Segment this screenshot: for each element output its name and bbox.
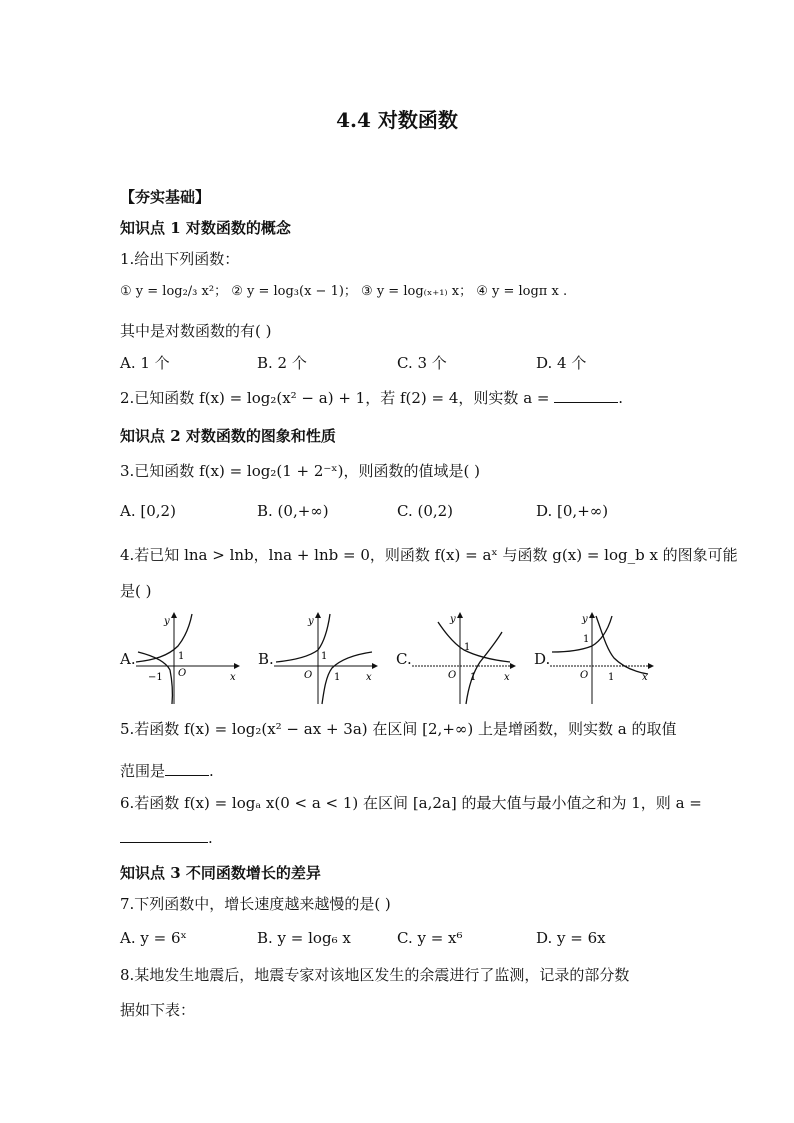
q7-option-c: C. y = x⁶ (397, 929, 463, 947)
q7-option-b: B. y = log₆ x (257, 929, 351, 947)
graph-c-one-y: 1 (464, 642, 471, 653)
q6-line1: 6.若函数 f(x) = logₐ x(0 < a < 1) 在区间 [a,2a] 的最大值与最小值之和为 1，则 a = (120, 794, 702, 812)
knowledge-point-2: 知识点 2 对数函数的图象和性质 (120, 427, 336, 445)
graph-a-neg-one: −1 (148, 672, 163, 683)
q1-ask: 其中是对数函数的有( ) (120, 322, 272, 340)
q4-graph-a (134, 610, 240, 706)
q4-line2: 是( ) (120, 582, 152, 600)
q2-answer-blank (554, 388, 618, 403)
section-heading: 【夯实基础】 (120, 188, 211, 206)
q5-end: . (209, 762, 214, 780)
knowledge-point-3: 知识点 3 不同函数增长的差异 (120, 864, 321, 882)
q4-option-a: A. (120, 650, 136, 668)
page-title: 4.4 对数函数 (336, 108, 458, 132)
graph-d-one-y: 1 (583, 634, 590, 645)
graph-c-y: y (450, 614, 456, 625)
q1-option-d: D. 4 个 (536, 354, 587, 372)
q7-option-d: D. y = 6x (536, 929, 606, 947)
q2-text (120, 387, 623, 408)
q4-option-b: B. (258, 650, 274, 668)
graph-a-x: x (230, 672, 236, 683)
graph-b-one-x: 1 (334, 672, 341, 683)
q8-line2: 据如下表： (120, 1001, 196, 1019)
q6-end: . (208, 829, 213, 847)
graph-d-one-x: 1 (608, 672, 615, 683)
q1-option-b: B. 2 个 (257, 354, 307, 372)
q2-end: . (618, 389, 624, 407)
graph-c-x: x (504, 672, 510, 683)
graph-b-one-y: 1 (321, 651, 328, 662)
q3-option-d: D. [0,+∞) (536, 502, 609, 520)
q4-graph-d (548, 610, 654, 706)
q6-line2 (120, 828, 213, 847)
q4-option-d: D. (534, 650, 551, 668)
q1-items: ① y = log₂/₃ x²； ② y = log₃(x − 1)； ③ y = log₍ₓ₊₁₎ x； ④ y = logπ x . (120, 284, 568, 299)
q5-answer-blank (165, 761, 209, 776)
q8-line1: 8.某地发生地震后，地震专家对该地区发生的余震进行了监测，记录的部分数 (120, 966, 630, 984)
graph-b-x: x (366, 672, 372, 683)
q3-option-a: A. [0,2) (120, 502, 176, 520)
q3-option-c: C. (0,2) (397, 502, 454, 520)
q5-line2 (120, 760, 214, 781)
q1-stem: 1.给出下列函数： (120, 250, 240, 268)
graph-a-origin: O (178, 668, 187, 679)
q5-line2-text: 范围是 (120, 762, 166, 780)
graph-d-y: y (582, 614, 588, 625)
q6-answer-blank (120, 828, 208, 843)
graph-b-y: y (308, 616, 314, 627)
q1-option-a: A. 1 个 (120, 354, 170, 372)
q4-line1: 4.若已知 lna > lnb，lna + lnb = 0，则函数 f(x) = aˣ 与函数 g(x) = log_b x 的图象可能 (120, 546, 738, 564)
q4-graph-c (410, 610, 516, 706)
q3-text: 3.已知函数 f(x) = log₂(1 + 2⁻ˣ)，则函数的值域是( ) (120, 462, 480, 480)
q4-graph-b (272, 610, 378, 706)
q7-text: 7.下列函数中，增长速度越来越慢的是( ) (120, 895, 391, 913)
knowledge-point-1: 知识点 1 对数函数的概念 (120, 219, 291, 237)
graph-d-origin: O (580, 670, 589, 681)
q2-stem: 2.已知函数 f(x) = log₂(x² − a) + 1，若 f(2) = 4，则实数 a = (120, 389, 555, 407)
q3-option-b: B. (0,+∞) (257, 502, 329, 520)
graph-a-y: y (164, 616, 170, 627)
q7-option-a: A. y = 6ˣ (120, 929, 187, 947)
graph-b-origin: O (304, 670, 313, 681)
q5-line1: 5.若函数 f(x) = log₂(x² − ax + 3a) 在区间 [2,+∞) 上是增函数，则实数 a 的取值 (120, 720, 677, 738)
q4-option-c: C. (396, 650, 412, 668)
graph-c-origin: O (448, 670, 457, 681)
q1-option-c: C. 3 个 (397, 354, 447, 372)
graph-a-one: 1 (178, 651, 185, 662)
graph-c-one-x: 1 (470, 672, 477, 683)
graph-d-x: x (642, 672, 648, 683)
